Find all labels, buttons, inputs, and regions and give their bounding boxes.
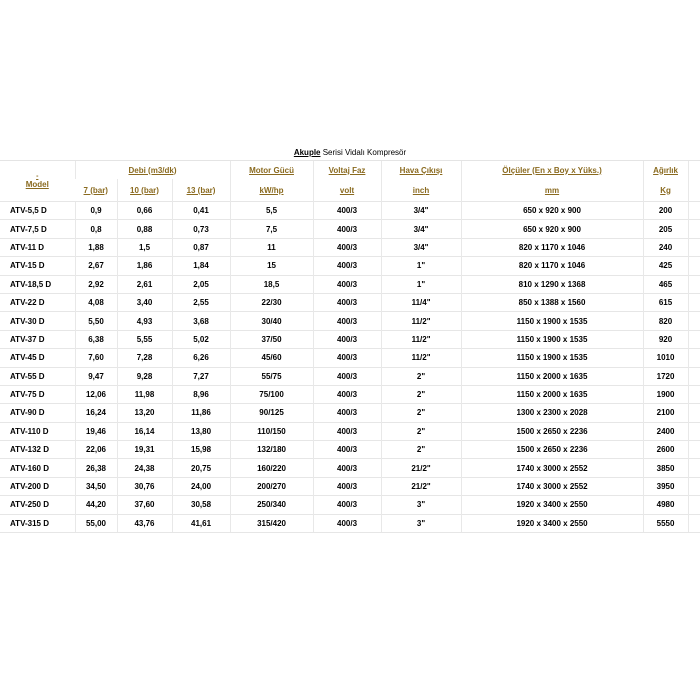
cell-olcu: 1150 x 1900 x 1535 — [461, 312, 643, 330]
cell-hava: 2" — [381, 404, 461, 422]
table-row — [0, 257, 700, 275]
cell-agirlik: 465 — [643, 275, 688, 293]
cell-debi-13bar: 0,73 — [172, 220, 230, 238]
cell-olcu: 850 x 1388 x 1560 — [461, 293, 643, 311]
cell-olcu: 1920 x 3400 x 2550 — [461, 496, 643, 514]
cell-hava: 1" — [381, 257, 461, 275]
cell-model: ATV-250 D — [0, 496, 75, 514]
cell-voltaj: 400/3 — [313, 441, 381, 459]
cell-voltaj: 400/3 — [313, 330, 381, 348]
cell-agirlik: 920 — [643, 330, 688, 348]
col-header-hava: Hava Çıkışı — [381, 161, 461, 180]
cell-debi-10bar: 19,31 — [117, 441, 172, 459]
cell-olcu: 1500 x 2650 x 2236 — [461, 422, 643, 440]
cell-model: ATV-315 D — [0, 514, 75, 532]
cell-debi-10bar: 37,60 — [117, 496, 172, 514]
cell-debi-10bar: 13,20 — [117, 404, 172, 422]
cell-debi-7bar: 6,38 — [75, 330, 117, 348]
cell-agirlik: 2600 — [643, 441, 688, 459]
cell-olcu: 1500 x 2650 x 2236 — [461, 441, 643, 459]
cell-blank — [688, 238, 700, 256]
table-row — [0, 238, 700, 256]
col-header-agirlik: Ağırlık — [643, 161, 688, 180]
cell-olcu: 1300 x 2300 x 2028 — [461, 404, 643, 422]
table-row — [0, 385, 700, 403]
cell-debi-10bar: 1,86 — [117, 257, 172, 275]
cell-voltaj: 400/3 — [313, 496, 381, 514]
cell-debi-10bar: 4,93 — [117, 312, 172, 330]
cell-agirlik: 820 — [643, 312, 688, 330]
col-unit-olcu: mm — [461, 179, 643, 202]
cell-debi-10bar: 24,38 — [117, 459, 172, 477]
cell-model: ATV-75 D — [0, 385, 75, 403]
table-row — [0, 404, 700, 422]
col-header-13bar: 13 (bar) — [172, 179, 230, 202]
col-unit-voltaj: volt — [313, 179, 381, 202]
cell-model: ATV-132 D — [0, 441, 75, 459]
col-header-motor: Motor Gücü — [230, 161, 313, 180]
cell-model: ATV-110 D — [0, 422, 75, 440]
cell-olcu: 810 x 1290 x 1368 — [461, 275, 643, 293]
col-header-olcu: Ölçüler (En x Boy x Yüks.) — [461, 161, 643, 180]
cell-debi-13bar: 41,61 — [172, 514, 230, 532]
cell-debi-10bar: 11,98 — [117, 385, 172, 403]
cell-blank — [688, 202, 700, 220]
cell-debi-13bar: 8,96 — [172, 385, 230, 403]
col-header-blank — [688, 161, 700, 202]
cell-agirlik: 5550 — [643, 514, 688, 532]
cell-voltaj: 400/3 — [313, 404, 381, 422]
cell-debi-10bar: 16,14 — [117, 422, 172, 440]
cell-model: ATV-160 D — [0, 459, 75, 477]
cell-blank — [688, 293, 700, 311]
cell-motor: 200/270 — [230, 477, 313, 495]
cell-debi-13bar: 7,27 — [172, 367, 230, 385]
cell-debi-7bar: 0,8 — [75, 220, 117, 238]
cell-model: ATV-30 D — [0, 312, 75, 330]
cell-motor: 37/50 — [230, 330, 313, 348]
col-header-model — [0, 161, 75, 202]
cell-debi-13bar: 2,05 — [172, 275, 230, 293]
cell-model: ATV-5,5 D — [0, 202, 75, 220]
cell-hava: 11/2" — [381, 330, 461, 348]
cell-debi-7bar: 4,08 — [75, 293, 117, 311]
cell-debi-7bar: 9,47 — [75, 367, 117, 385]
cell-olcu: 650 x 920 x 900 — [461, 202, 643, 220]
table-row — [0, 514, 700, 532]
cell-motor: 11 — [230, 238, 313, 256]
cell-blank — [688, 422, 700, 440]
cell-agirlik: 1720 — [643, 367, 688, 385]
cell-agirlik: 205 — [643, 220, 688, 238]
cell-debi-7bar: 22,06 — [75, 441, 117, 459]
table-row — [0, 422, 700, 440]
model-dash: - — [36, 173, 39, 180]
cell-hava: 3/4" — [381, 238, 461, 256]
cell-hava: 2" — [381, 422, 461, 440]
cell-olcu: 820 x 1170 x 1046 — [461, 238, 643, 256]
cell-olcu: 1150 x 1900 x 1535 — [461, 349, 643, 367]
table-row — [0, 220, 700, 238]
cell-blank — [688, 367, 700, 385]
cell-debi-10bar: 7,28 — [117, 349, 172, 367]
cell-hava: 21/2" — [381, 477, 461, 495]
cell-agirlik: 2100 — [643, 404, 688, 422]
cell-model: ATV-90 D — [0, 404, 75, 422]
cell-blank — [688, 514, 700, 532]
cell-blank — [688, 477, 700, 495]
table-row — [0, 496, 700, 514]
cell-voltaj: 400/3 — [313, 275, 381, 293]
cell-agirlik: 1010 — [643, 349, 688, 367]
cell-model: ATV-7,5 D — [0, 220, 75, 238]
cell-agirlik: 1900 — [643, 385, 688, 403]
cell-agirlik: 3850 — [643, 459, 688, 477]
cell-agirlik: 4980 — [643, 496, 688, 514]
cell-debi-13bar: 3,68 — [172, 312, 230, 330]
cell-debi-10bar: 2,61 — [117, 275, 172, 293]
cell-debi-13bar: 0,87 — [172, 238, 230, 256]
cell-motor: 160/220 — [230, 459, 313, 477]
cell-debi-13bar: 2,55 — [172, 293, 230, 311]
cell-agirlik: 615 — [643, 293, 688, 311]
cell-hava: 2" — [381, 367, 461, 385]
title-text: Serisi Vidalı Kompresör — [320, 148, 407, 157]
table-row — [0, 367, 700, 385]
col-header-10bar: 10 (bar) — [117, 179, 172, 202]
cell-agirlik: 3950 — [643, 477, 688, 495]
cell-motor: 5,5 — [230, 202, 313, 220]
col-unit-agirlik: Kg — [643, 179, 688, 202]
cell-olcu: 1150 x 2000 x 1635 — [461, 367, 643, 385]
cell-debi-13bar: 11,86 — [172, 404, 230, 422]
cell-olcu: 1150 x 2000 x 1635 — [461, 385, 643, 403]
cell-voltaj: 400/3 — [313, 367, 381, 385]
cell-debi-7bar: 16,24 — [75, 404, 117, 422]
cell-motor: 250/340 — [230, 496, 313, 514]
cell-debi-7bar: 0,9 — [75, 202, 117, 220]
cell-motor: 7,5 — [230, 220, 313, 238]
cell-debi-7bar: 26,38 — [75, 459, 117, 477]
cell-hava: 11/2" — [381, 349, 461, 367]
cell-blank — [688, 275, 700, 293]
cell-blank — [688, 330, 700, 348]
cell-debi-13bar: 5,02 — [172, 330, 230, 348]
cell-debi-13bar: 13,80 — [172, 422, 230, 440]
cell-debi-7bar: 1,88 — [75, 238, 117, 256]
table-row — [0, 293, 700, 311]
cell-debi-10bar: 0,88 — [117, 220, 172, 238]
cell-model: ATV-37 D — [0, 330, 75, 348]
cell-debi-13bar: 30,58 — [172, 496, 230, 514]
cell-debi-7bar: 2,92 — [75, 275, 117, 293]
cell-hava: 3/4" — [381, 220, 461, 238]
cell-blank — [688, 257, 700, 275]
cell-hava: 21/2" — [381, 459, 461, 477]
cell-motor: 30/40 — [230, 312, 313, 330]
cell-motor: 22/30 — [230, 293, 313, 311]
table-row — [0, 312, 700, 330]
cell-olcu: 650 x 920 x 900 — [461, 220, 643, 238]
cell-debi-7bar: 2,67 — [75, 257, 117, 275]
cell-hava: 2" — [381, 441, 461, 459]
cell-olcu: 1150 x 1900 x 1535 — [461, 330, 643, 348]
col-unit-motor: kW/hp — [230, 179, 313, 202]
model-header-label: Model — [25, 180, 49, 189]
cell-debi-7bar: 55,00 — [75, 514, 117, 532]
cell-debi-13bar: 24,00 — [172, 477, 230, 495]
cell-debi-10bar: 5,55 — [117, 330, 172, 348]
cell-debi-10bar: 1,5 — [117, 238, 172, 256]
cell-voltaj: 400/3 — [313, 220, 381, 238]
cell-model: ATV-45 D — [0, 349, 75, 367]
cell-motor: 132/180 — [230, 441, 313, 459]
cell-hava: 11/2" — [381, 312, 461, 330]
specs-table-body — [0, 202, 700, 533]
title-brand: Akuple — [293, 148, 321, 157]
col-header-voltaj: Voltaj Faz — [313, 161, 381, 180]
cell-debi-10bar: 3,40 — [117, 293, 172, 311]
cell-debi-10bar: 9,28 — [117, 367, 172, 385]
cell-model: ATV-200 D — [0, 477, 75, 495]
cell-model: ATV-15 D — [0, 257, 75, 275]
cell-debi-13bar: 20,75 — [172, 459, 230, 477]
cell-voltaj: 400/3 — [313, 514, 381, 532]
cell-blank — [688, 349, 700, 367]
cell-debi-7bar: 44,20 — [75, 496, 117, 514]
cell-olcu: 1920 x 3400 x 2550 — [461, 514, 643, 532]
cell-motor: 15 — [230, 257, 313, 275]
cell-blank — [688, 496, 700, 514]
cell-model: ATV-22 D — [0, 293, 75, 311]
cell-agirlik: 240 — [643, 238, 688, 256]
cell-motor: 315/420 — [230, 514, 313, 532]
cell-motor: 55/75 — [230, 367, 313, 385]
cell-voltaj: 400/3 — [313, 238, 381, 256]
cell-debi-13bar: 6,26 — [172, 349, 230, 367]
cell-hava: 3" — [381, 496, 461, 514]
cell-debi-13bar: 15,98 — [172, 441, 230, 459]
cell-motor: 45/60 — [230, 349, 313, 367]
cell-olcu: 1740 x 3000 x 2552 — [461, 459, 643, 477]
cell-motor: 75/100 — [230, 385, 313, 403]
cell-olcu: 820 x 1170 x 1046 — [461, 257, 643, 275]
cell-debi-7bar: 7,60 — [75, 349, 117, 367]
cell-debi-7bar: 19,46 — [75, 422, 117, 440]
col-header-debi: Debi (m3/dk) — [75, 161, 230, 180]
cell-voltaj: 400/3 — [313, 312, 381, 330]
col-header-7bar: 7 (bar) — [75, 179, 117, 202]
cell-voltaj: 400/3 — [313, 257, 381, 275]
cell-hava: 3/4" — [381, 202, 461, 220]
table-row — [0, 441, 700, 459]
cell-hava: 11/4" — [381, 293, 461, 311]
table-row — [0, 349, 700, 367]
cell-agirlik: 200 — [643, 202, 688, 220]
cell-motor: 90/125 — [230, 404, 313, 422]
cell-model: ATV-55 D — [0, 367, 75, 385]
cell-voltaj: 400/3 — [313, 349, 381, 367]
cell-debi-7bar: 12,06 — [75, 385, 117, 403]
table-row — [0, 330, 700, 348]
cell-debi-10bar: 30,76 — [117, 477, 172, 495]
cell-motor: 110/150 — [230, 422, 313, 440]
specs-table — [0, 160, 700, 533]
table-row — [0, 202, 700, 220]
cell-debi-7bar: 34,50 — [75, 477, 117, 495]
col-unit-hava: inch — [381, 179, 461, 202]
cell-model: ATV-18,5 D — [0, 275, 75, 293]
cell-voltaj: 400/3 — [313, 202, 381, 220]
cell-hava: 1" — [381, 275, 461, 293]
cell-hava: 3" — [381, 514, 461, 532]
cell-debi-7bar: 5,50 — [75, 312, 117, 330]
cell-blank — [688, 385, 700, 403]
cell-blank — [688, 220, 700, 238]
cell-olcu: 1740 x 3000 x 2552 — [461, 477, 643, 495]
cell-debi-10bar: 43,76 — [117, 514, 172, 532]
cell-agirlik: 2400 — [643, 422, 688, 440]
cell-blank — [688, 404, 700, 422]
table-row — [0, 275, 700, 293]
cell-blank — [688, 312, 700, 330]
table-row — [0, 477, 700, 495]
table-row — [0, 459, 700, 477]
cell-agirlik: 425 — [643, 257, 688, 275]
cell-voltaj: 400/3 — [313, 422, 381, 440]
cell-voltaj: 400/3 — [313, 459, 381, 477]
cell-debi-13bar: 0,41 — [172, 202, 230, 220]
cell-blank — [688, 459, 700, 477]
cell-debi-13bar: 1,84 — [172, 257, 230, 275]
cell-debi-10bar: 0,66 — [117, 202, 172, 220]
cell-blank — [688, 441, 700, 459]
cell-motor: 18,5 — [230, 275, 313, 293]
cell-voltaj: 400/3 — [313, 293, 381, 311]
cell-hava: 2" — [381, 385, 461, 403]
cell-model: ATV-11 D — [0, 238, 75, 256]
sheet-title — [0, 146, 700, 160]
cell-voltaj: 400/3 — [313, 385, 381, 403]
cell-voltaj: 400/3 — [313, 477, 381, 495]
